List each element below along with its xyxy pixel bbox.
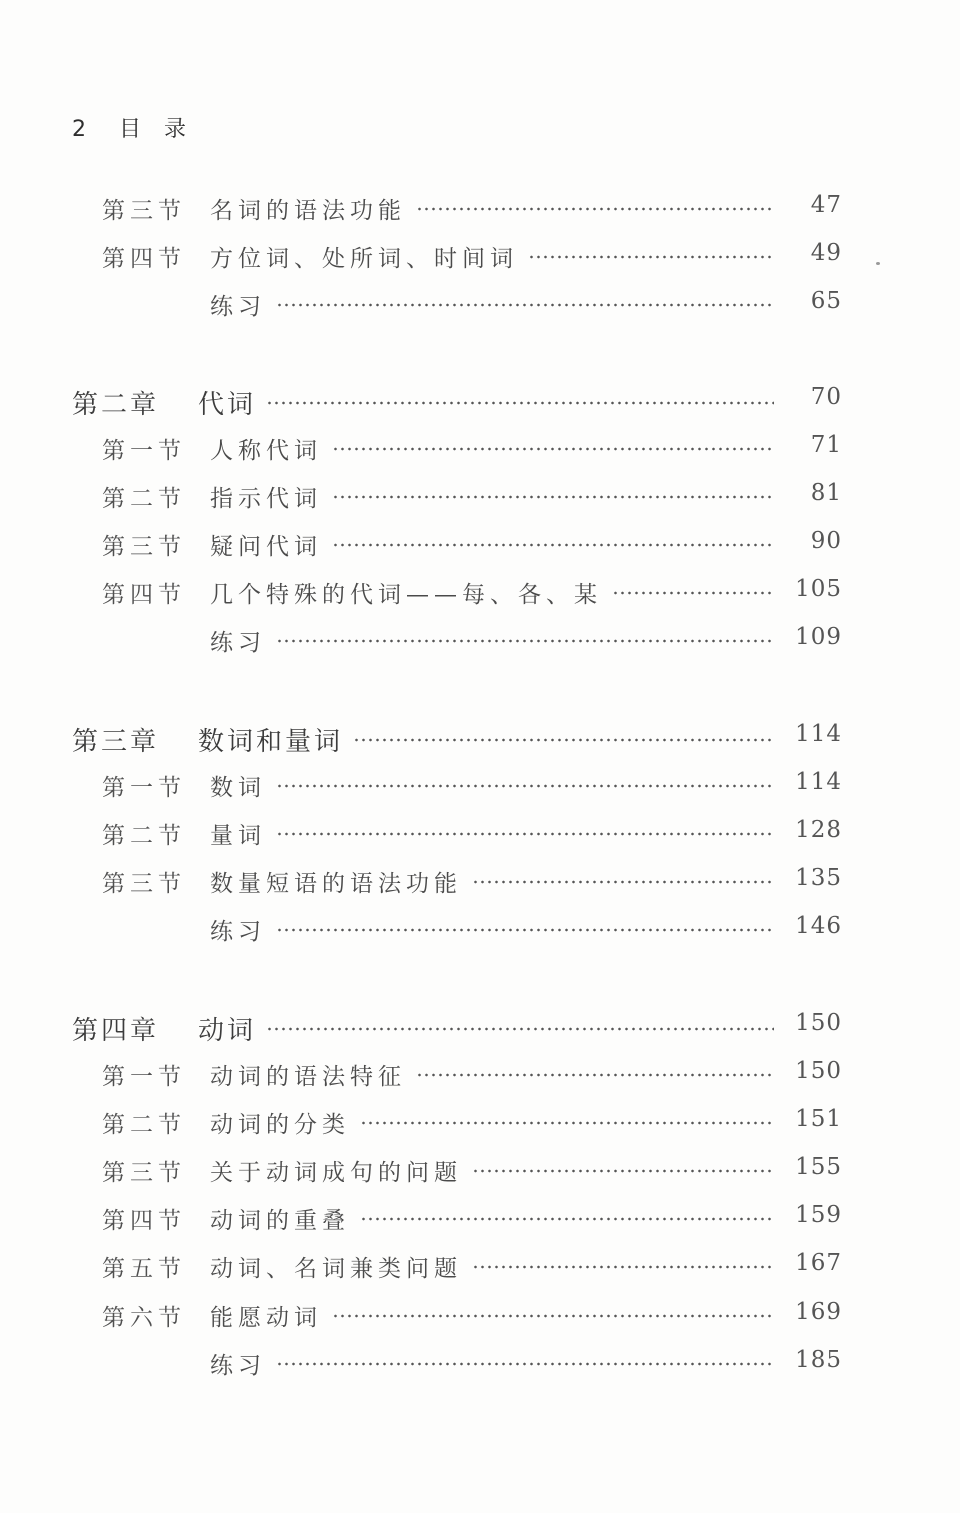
section-label: 第一节 <box>102 438 186 464</box>
entry-body <box>210 817 782 850</box>
paper-speck <box>876 262 880 265</box>
entry-body <box>210 913 782 946</box>
page-ref: 150 <box>795 1058 842 1084</box>
entry-body <box>210 1106 782 1139</box>
entry-title: 动词 <box>198 1016 257 1046</box>
page-ref: 70 <box>810 384 842 410</box>
dot-leader <box>276 928 774 932</box>
entry-body <box>210 1347 782 1380</box>
page-number: 2 <box>72 117 88 142</box>
entry-body <box>198 1010 782 1047</box>
toc-section-entry <box>0 478 960 514</box>
entry-title: 指示代词 <box>210 486 322 512</box>
dot-leader <box>276 784 774 788</box>
chapter-label: 第二章 <box>72 390 160 420</box>
toc-exercise-entry <box>0 622 960 658</box>
page-ref: 109 <box>795 624 842 650</box>
entry-title: 名词的语法功能 <box>210 198 406 224</box>
section-label: 第二节 <box>102 1112 186 1138</box>
entry-body <box>210 769 782 802</box>
entry-title: 动词的语法特征 <box>210 1064 406 1090</box>
page-ref: 185 <box>795 1347 842 1373</box>
chapter-label: 第三章 <box>72 727 160 757</box>
page-ref: 81 <box>810 480 842 506</box>
page-ref: 169 <box>795 1299 842 1325</box>
page-ref: 128 <box>795 817 842 843</box>
toc-exercise-entry <box>0 911 960 947</box>
dot-leader <box>472 1169 774 1173</box>
toc-section-entry <box>0 574 960 610</box>
entry-body <box>198 721 782 758</box>
page-ref: 155 <box>795 1154 842 1180</box>
page-ref: 65 <box>810 288 842 314</box>
dot-leader <box>276 832 774 836</box>
entry-body <box>210 624 782 657</box>
dot-leader <box>332 447 774 451</box>
page-ref: 105 <box>795 576 842 602</box>
toc-section-entry <box>0 1152 960 1188</box>
entry-title: 练习 <box>210 630 266 656</box>
toc-section-entry <box>0 863 960 899</box>
section-label: 第三节 <box>102 871 186 897</box>
section-label: 第三节 <box>102 198 186 224</box>
section-label: 第三节 <box>102 534 186 560</box>
entry-title: 数词和量词 <box>198 727 344 757</box>
entry-title: 动词的重叠 <box>210 1208 350 1234</box>
toc-exercise-entry <box>0 1345 960 1381</box>
entry-title: 方位词、处所词、时间词 <box>210 246 518 272</box>
page-ref: 114 <box>795 721 842 747</box>
toc-exercise-entry <box>0 286 960 322</box>
toc-chapter-entry <box>0 382 960 418</box>
dot-leader <box>360 1217 774 1221</box>
page-ref: 71 <box>810 432 842 458</box>
entry-body <box>210 1299 782 1332</box>
entry-body <box>210 240 782 273</box>
dot-leader <box>332 495 774 499</box>
entry-title: 疑问代词 <box>210 534 322 560</box>
entry-title: 人称代词 <box>210 438 322 464</box>
section-label: 第三节 <box>102 1160 186 1186</box>
toc-section-entry <box>0 1248 960 1284</box>
page-title: 目 录 <box>119 117 194 142</box>
dot-leader <box>332 1314 774 1318</box>
toc-chapter-entry <box>0 1008 960 1044</box>
page-ref: 146 <box>795 913 842 939</box>
dot-leader <box>353 738 774 742</box>
entry-title: 代词 <box>198 390 257 420</box>
toc-section-entry <box>0 815 960 851</box>
entry-body <box>210 288 782 321</box>
page-ref: 167 <box>795 1250 842 1276</box>
entry-title: 练习 <box>210 294 266 320</box>
dot-leader <box>360 1121 774 1125</box>
dot-leader <box>472 1265 774 1269</box>
toc-section-entry <box>0 526 960 562</box>
chapter-label: 第四章 <box>72 1016 160 1046</box>
entry-title: 动词的分类 <box>210 1112 350 1138</box>
entry-title: 几个特殊的代词——每、各、某 <box>210 582 602 608</box>
dot-leader <box>266 401 774 405</box>
entry-body <box>210 528 782 561</box>
page-ref: 90 <box>810 528 842 554</box>
page-ref: 49 <box>810 240 842 266</box>
entry-body <box>210 576 782 609</box>
section-label: 第四节 <box>102 582 186 608</box>
toc-section-entry <box>0 238 960 274</box>
entry-title: 关于动词成句的问题 <box>210 1160 462 1186</box>
toc-section-entry <box>0 1200 960 1236</box>
entry-title: 练习 <box>210 1353 266 1379</box>
toc-section-entry <box>0 1297 960 1333</box>
page-ref: 151 <box>795 1106 842 1132</box>
entry-title: 量词 <box>210 823 266 849</box>
page-ref: 159 <box>795 1202 842 1228</box>
section-label: 第四节 <box>102 246 186 272</box>
dot-leader <box>528 255 774 259</box>
page-header <box>72 112 194 143</box>
toc-section-entry <box>0 430 960 466</box>
dot-leader <box>612 591 774 595</box>
dot-leader <box>276 1362 774 1366</box>
entry-body <box>210 1202 782 1235</box>
section-label: 第五节 <box>102 1256 186 1282</box>
toc-section-entry <box>0 1104 960 1140</box>
dot-leader <box>266 1027 774 1031</box>
entry-title: 能愿动词 <box>210 1305 322 1331</box>
entry-title: 练习 <box>210 919 266 945</box>
dot-leader <box>332 543 774 547</box>
page-ref: 135 <box>795 865 842 891</box>
section-label: 第二节 <box>102 823 186 849</box>
entry-body <box>210 1154 782 1187</box>
dot-leader <box>276 303 774 307</box>
entry-title: 数词 <box>210 775 266 801</box>
page-ref: 114 <box>795 769 842 795</box>
entry-body <box>210 480 782 513</box>
toc-section-entry <box>0 767 960 803</box>
section-label: 第二节 <box>102 486 186 512</box>
page-ref: 47 <box>810 192 842 218</box>
entry-body <box>210 192 782 225</box>
entry-body <box>210 432 782 465</box>
section-label: 第六节 <box>102 1305 186 1331</box>
dot-leader <box>276 639 774 643</box>
entry-body <box>210 1250 782 1283</box>
toc-chapter-entry <box>0 719 960 755</box>
entry-title: 数量短语的语法功能 <box>210 871 462 897</box>
entry-body <box>198 384 782 421</box>
section-label: 第四节 <box>102 1208 186 1234</box>
section-label: 第一节 <box>102 1064 186 1090</box>
dot-leader <box>472 880 774 884</box>
entry-title: 动词、名词兼类问题 <box>210 1256 462 1282</box>
toc-section-entry <box>0 1056 960 1092</box>
dot-leader <box>416 1073 774 1077</box>
page-ref: 150 <box>795 1010 842 1036</box>
toc-section-entry <box>0 190 960 226</box>
entry-body <box>210 1058 782 1091</box>
dot-leader <box>416 207 774 211</box>
section-label: 第一节 <box>102 775 186 801</box>
entry-body <box>210 865 782 898</box>
